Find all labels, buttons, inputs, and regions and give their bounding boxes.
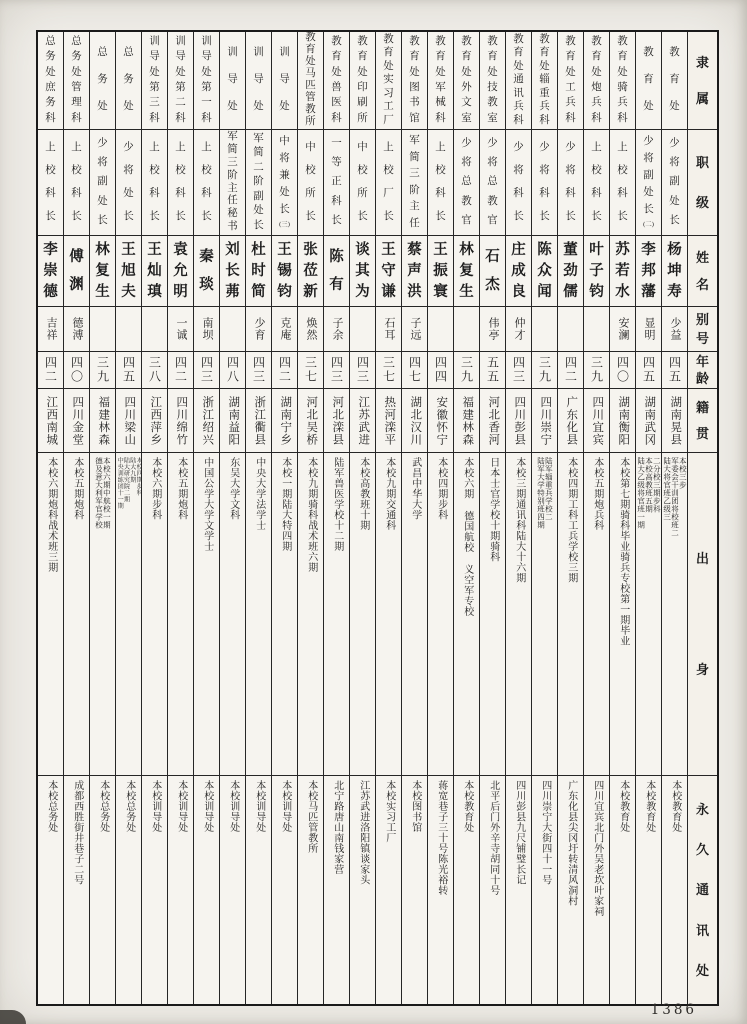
- cell-age: 四〇: [64, 351, 89, 388]
- cell-alias: 伟亭: [480, 306, 505, 351]
- cell-native-place: 广东化县: [558, 388, 583, 452]
- cell-alias: 子余: [324, 306, 349, 351]
- cell-age: 四三: [324, 351, 349, 388]
- cell-alias: 显明: [636, 306, 661, 351]
- header-background: 出 身: [688, 452, 717, 775]
- person-column: [349, 32, 375, 1004]
- cell-affiliation: 教 育 处 通 讯 兵 科: [513, 33, 524, 126]
- cell-name: 李 邦 藩: [636, 235, 661, 306]
- cell-alias: 南坝: [194, 306, 219, 351]
- cell-contact-address: 本校马匹管教所: [298, 775, 323, 1004]
- cell-contact-address: 蒋宽巷子三十号陈光裕转: [428, 775, 453, 1004]
- cell-rank: 少 将 处 长: [116, 129, 141, 235]
- cell-contact-address: 本校总务处: [38, 775, 63, 1004]
- cell-alias: 少育: [246, 306, 271, 351]
- cell-rank: 上 校 科 长: [194, 129, 219, 235]
- cell-alias: [350, 306, 375, 351]
- cell-contact-address: 本校训导处: [142, 775, 167, 1004]
- cell-affiliation: 总 务 处: [123, 47, 134, 113]
- cell-name: 王 守 谦: [376, 235, 401, 306]
- cell-name: 陈 有: [324, 235, 349, 306]
- cell-alias: 焕然: [298, 306, 323, 351]
- cell-contact-address: 本校训导处: [168, 775, 193, 1004]
- cell-alias: 一诚: [168, 306, 193, 351]
- cell-affiliation: 训 导 处 第 一 科: [201, 35, 212, 124]
- cell-name: 杨 坤 寿: [662, 235, 687, 306]
- cell-rank: 上 校 科 长: [38, 129, 63, 235]
- cell-name: 刘 长 茀: [220, 235, 245, 306]
- person-column: [453, 32, 479, 1004]
- cell-contact-address: 北宁路唐山南钱家营: [324, 775, 349, 1004]
- cell-contact-address: 本校教育处: [662, 775, 687, 1004]
- cell-contact-address: 江苏武进洛阳镇谈家头: [350, 775, 375, 1004]
- cell-age: 三七: [298, 351, 323, 388]
- cell-background: 本校四期步科: [428, 452, 453, 775]
- person-column: [427, 32, 453, 1004]
- rank-footnote: (二): [643, 220, 654, 228]
- cell-background: 中央大学法学士: [246, 452, 271, 775]
- person-column: [89, 32, 115, 1004]
- cell-alias: [90, 306, 115, 351]
- cell-background: 本校五期炮科: [64, 452, 89, 775]
- person-column: [193, 32, 219, 1004]
- cell-rank: 少 将 科 长: [532, 129, 557, 235]
- cell-affiliation: 教 育 处: [643, 47, 654, 113]
- person-column: [323, 32, 349, 1004]
- person-column: [479, 32, 505, 1004]
- cell-age: 四〇: [610, 351, 635, 388]
- cell-affiliation: 教 育 处 图 书 馆: [409, 35, 420, 124]
- cell-name: 王 振 寰: [428, 235, 453, 306]
- cell-affiliation: 教 育 处 工 兵 科: [565, 35, 576, 124]
- cell-rank: 军 简 三 阶 主 任: [402, 129, 427, 235]
- cell-native-place: 四川梁山: [116, 388, 141, 452]
- cell-native-place: 江苏武进: [350, 388, 375, 452]
- cell-name: 庄 成 良: [506, 235, 531, 306]
- cell-affiliation: 总 务 处: [97, 47, 108, 113]
- cell-alias: [116, 306, 141, 351]
- cell-native-place: 河北吴桥: [298, 388, 323, 452]
- cell-native-place: 浙江衢县: [246, 388, 271, 452]
- cell-age: 三九: [454, 351, 479, 388]
- cell-alias: 德溥: [64, 306, 89, 351]
- cell-age: 四五: [116, 351, 141, 388]
- cell-alias: 吉祥: [38, 306, 63, 351]
- cell-native-place: 福建林森: [90, 388, 115, 452]
- cell-native-place: 河北滦县: [324, 388, 349, 452]
- cell-native-place: 湖南武冈: [636, 388, 661, 452]
- cell-age: 三九: [90, 351, 115, 388]
- cell-native-place: 湖南衡阳: [610, 388, 635, 452]
- cell-alias: [428, 306, 453, 351]
- person-column: [271, 32, 297, 1004]
- cell-background: 陆军兽医学校十二期: [324, 452, 349, 775]
- cell-contact-address: 本校训导处: [246, 775, 271, 1004]
- cell-native-place: 热河滦平: [376, 388, 401, 452]
- cell-name: 王 锡 钧: [272, 235, 297, 306]
- cell-native-place: 四川彭县: [506, 388, 531, 452]
- cell-affiliation: 教 育 处 印 刷 所: [357, 35, 368, 124]
- cell-contact-address: 广东化县尖冈圩转清风洞村: [558, 775, 583, 1004]
- cell-rank: 少 将 副 处 长: [90, 129, 115, 235]
- cell-contact-address: 四川彭县九尺铺璧长记: [506, 775, 531, 1004]
- cell-name: 王 旭 夫: [116, 235, 141, 306]
- cell-background: 东吴大学文科: [220, 452, 245, 775]
- cell-rank: 少 将 总 教 官: [454, 129, 479, 235]
- cell-rank: 中 校 所 长: [350, 129, 375, 235]
- person-column: [297, 32, 323, 1004]
- header-age: 年 龄: [688, 351, 717, 388]
- cell-background: 本校六期中航校一期 德及意大利军官学校: [90, 452, 115, 775]
- cell-native-place: 江西南城: [38, 388, 63, 452]
- cell-affiliation: 教 育 处 军 械 科: [435, 35, 446, 124]
- cell-alias: [142, 306, 167, 351]
- cell-rank: 上 校 科 长: [64, 129, 89, 235]
- person-column: [63, 32, 89, 1004]
- cell-age: 四二: [558, 351, 583, 388]
- cell-age: 四三: [194, 351, 219, 388]
- cell-name: 杜 时 简: [246, 235, 271, 306]
- cell-alias: [532, 306, 557, 351]
- cell-alias: 子远: [402, 306, 427, 351]
- cell-background: 二分校三期步科 本校高教班五期 陆大乙级将官班一期: [636, 452, 661, 775]
- cell-affiliation: 教 育 处: [669, 47, 680, 113]
- cell-age: 四八: [220, 351, 245, 388]
- cell-contact-address: 本校教育处: [636, 775, 661, 1004]
- cell-rank: 少 将 总 教 官: [480, 129, 505, 235]
- cell-background: 本校高教班十期: [350, 452, 375, 775]
- cell-name: 袁 允 明: [168, 235, 193, 306]
- page-number: 1386: [650, 1002, 697, 1018]
- cell-background: 本校四期工科工兵学校三期: [558, 452, 583, 775]
- personnel-roster-table: [36, 30, 719, 1006]
- cell-name: 林 复 生: [90, 235, 115, 306]
- cell-contact-address: 本校训导处: [220, 775, 245, 1004]
- cell-age: 四二: [168, 351, 193, 388]
- cell-background: 本校六期炮科战术班三期: [38, 452, 63, 775]
- cell-rank: 军 简 二 阶 副 处 长: [246, 129, 271, 235]
- cell-native-place: 安徽怀宁: [428, 388, 453, 452]
- cell-age: 四四: [428, 351, 453, 388]
- cell-name: 傅 渊: [64, 235, 89, 306]
- cell-rank: 少 将 科 长: [558, 129, 583, 235]
- cell-native-place: 湖南晃县: [662, 388, 687, 452]
- person-column: [609, 32, 635, 1004]
- header-rank: 职 级: [688, 129, 717, 235]
- cell-native-place: 河北香河: [480, 388, 505, 452]
- cell-contact-address: 本校教育处: [610, 775, 635, 1004]
- cell-rank: 上 校 科 长: [428, 129, 453, 235]
- cell-background: 本校五期炮兵科: [584, 452, 609, 775]
- person-column: [505, 32, 531, 1004]
- cell-age: 四三: [506, 351, 531, 388]
- cell-rank: 上 校 厂 长: [376, 129, 401, 235]
- person-column: [115, 32, 141, 1004]
- person-column: [401, 32, 427, 1004]
- cell-native-place: 湖南宁乡: [272, 388, 297, 452]
- cell-native-place: 湖南益阳: [220, 388, 245, 452]
- cell-age: 四五: [636, 351, 661, 388]
- cell-background: 本校九期骑科战术班六期: [298, 452, 323, 775]
- header-affiliation: 隶 属: [695, 54, 709, 107]
- cell-background: 本校四期步科 陆大九期 陆大研究院二期 中央训练团十一期: [116, 452, 141, 775]
- person-column: [661, 32, 687, 1004]
- cell-alias: 少益: [662, 306, 687, 351]
- cell-contact-address: 本校实习工厂: [376, 775, 401, 1004]
- header-name: 姓 名: [688, 235, 717, 306]
- cell-background: 本校九期交通科: [376, 452, 401, 775]
- cell-age: 四三: [246, 351, 271, 388]
- cell-contact-address: 四川宜宾北门外吴老坎叶家祠: [584, 775, 609, 1004]
- cell-native-place: 四川绵竹: [168, 388, 193, 452]
- cell-age: 四七: [402, 351, 427, 388]
- cell-native-place: 四川宜宾: [584, 388, 609, 452]
- cell-name: 苏 若 水: [610, 235, 635, 306]
- cell-rank: 少 将 副 处 长 (二): [636, 129, 661, 235]
- cell-background: 本校三步 军委会干训团将校班二 陆大将官班乙级三: [662, 452, 687, 775]
- cell-age: 四二: [272, 351, 297, 388]
- cell-native-place: 福建林森: [454, 388, 479, 452]
- cell-contact-address: 本校训导处: [272, 775, 297, 1004]
- cell-rank: 中 将 兼 处 长 (三): [272, 129, 297, 235]
- cell-background: 陆军辎重兵学校二 陆军大学特别班四期: [532, 452, 557, 775]
- cell-name: 林 复 生: [454, 235, 479, 306]
- cell-affiliation: 教 育 处 兽 医 科: [331, 35, 342, 124]
- person-column: [375, 32, 401, 1004]
- cell-name: 秦 琰: [194, 235, 219, 306]
- cell-name: 陈 众 闻: [532, 235, 557, 306]
- cell-age: 三九: [532, 351, 557, 388]
- cell-age: 五五: [480, 351, 505, 388]
- scan-corner-artifact: [0, 1010, 26, 1024]
- cell-rank: 中 校 所 长: [298, 129, 323, 235]
- person-column: [167, 32, 193, 1004]
- cell-name: 蔡 声 洪: [402, 235, 427, 306]
- cell-rank: 上 校 科 长: [610, 129, 635, 235]
- cell-native-place: 四川崇宁: [532, 388, 557, 452]
- cell-alias: 克庵: [272, 306, 297, 351]
- cell-affiliation: 教 育 处 辎 重 兵 科: [539, 33, 550, 126]
- rank-footnote: (三): [279, 220, 290, 228]
- cell-affiliation: 总 务 处 管 理 科: [71, 35, 82, 124]
- cell-contact-address: 本校总务处: [116, 775, 141, 1004]
- cell-background: 武昌中华大学: [402, 452, 427, 775]
- cell-native-place: 湖北汉川: [402, 388, 427, 452]
- header-contact-address: 永 久 通 讯 处: [688, 775, 717, 1004]
- cell-affiliation: 训 导 处: [227, 47, 238, 113]
- cell-contact-address: 本校教育处: [454, 775, 479, 1004]
- cell-alias: 石耳: [376, 306, 401, 351]
- cell-affiliation: 教 育 处 炮 兵 科: [591, 35, 602, 124]
- cell-native-place: 浙江绍兴: [194, 388, 219, 452]
- cell-name: 董 劲 儒: [558, 235, 583, 306]
- cell-rank: 一 等 正 科 长: [324, 129, 349, 235]
- header-column: [687, 32, 717, 1004]
- cell-background: 本校五期炮科: [168, 452, 193, 775]
- cell-native-place: 四川金堂: [64, 388, 89, 452]
- cell-affiliation: 教 育 处 骑 兵 科: [617, 35, 628, 124]
- cell-affiliation: 教 育 处 外 文 室: [461, 35, 472, 124]
- cell-affiliation: 训 导 处 第 三 科: [149, 35, 160, 124]
- cell-age: 四五: [662, 351, 687, 388]
- cell-background: 本校六期步科: [142, 452, 167, 775]
- cell-age: 四二: [38, 351, 63, 388]
- cell-background: 本校一期陆大特四期: [272, 452, 297, 775]
- person-column: [38, 32, 63, 1004]
- cell-alias: [220, 306, 245, 351]
- person-column: [557, 32, 583, 1004]
- cell-name: 谈 其 为: [350, 235, 375, 306]
- header-alias: 别 号: [688, 306, 717, 351]
- cell-rank: 上 校 科 长: [142, 129, 167, 235]
- cell-alias: [558, 306, 583, 351]
- cell-affiliation: 教 育 处 实 习 工 厂: [383, 33, 394, 126]
- cell-age: 三八: [142, 351, 167, 388]
- person-column: [531, 32, 557, 1004]
- cell-alias: [454, 306, 479, 351]
- cell-affiliation: 训 导 处: [253, 47, 264, 113]
- cell-age: 三七: [376, 351, 401, 388]
- cell-contact-address: 四川崇宁大街四十一号: [532, 775, 557, 1004]
- cell-name: 王 灿 瑱: [142, 235, 167, 306]
- cell-alias: 安澜: [610, 306, 635, 351]
- cell-affiliation: 训 导 处: [279, 47, 290, 113]
- cell-native-place: 江西萍乡: [142, 388, 167, 452]
- cell-age: 三九: [584, 351, 609, 388]
- person-column: [141, 32, 167, 1004]
- cell-alias: 仲才: [506, 306, 531, 351]
- cell-name: 李 崇 德: [38, 235, 63, 306]
- cell-background: 本校六期 德国航校 义空军专校: [454, 452, 479, 775]
- cell-rank: 上 校 科 长: [168, 129, 193, 235]
- cell-affiliation: 教 育 处 技 教 室: [487, 35, 498, 124]
- cell-name: 叶 子 钧: [584, 235, 609, 306]
- cell-contact-address: 成都西胜街井巷子二号: [64, 775, 89, 1004]
- cell-rank: 少 将 科 长: [506, 129, 531, 235]
- cell-rank: 军 简 三 阶 主 任 秘 书: [220, 129, 245, 235]
- cell-name: 张 莅 新: [298, 235, 323, 306]
- cell-rank: 上 校 科 长: [584, 129, 609, 235]
- person-column: [245, 32, 271, 1004]
- cell-name: 石 杰: [480, 235, 505, 306]
- cell-contact-address: 本校图书馆: [402, 775, 427, 1004]
- cell-background: 日本士官学校十期骑科: [480, 452, 505, 775]
- person-column: [583, 32, 609, 1004]
- person-column: [635, 32, 661, 1004]
- cell-contact-address: 北平后门外辛寺胡同十号: [480, 775, 505, 1004]
- cell-age: 四三: [350, 351, 375, 388]
- cell-contact-address: 本校总务处: [90, 775, 115, 1004]
- cell-affiliation: 总 务 处 庶 务 科: [45, 35, 56, 124]
- cell-affiliation: 教 育 处 马 匹 管 教 所: [305, 32, 316, 127]
- person-column: [219, 32, 245, 1004]
- cell-alias: [584, 306, 609, 351]
- cell-affiliation: 训 导 处 第 二 科: [175, 35, 186, 124]
- cell-contact-address: 本校训导处: [194, 775, 219, 1004]
- cell-background: 本校第七期骑科毕业骑兵专校第一期毕业: [610, 452, 635, 775]
- cell-background: 中国公学大学文学士: [194, 452, 219, 775]
- header-native-place: 籍 贯: [688, 388, 717, 452]
- cell-rank: 少 将 副 处 长: [662, 129, 687, 235]
- cell-background: 本校三期通讯科陆大十六期: [506, 452, 531, 775]
